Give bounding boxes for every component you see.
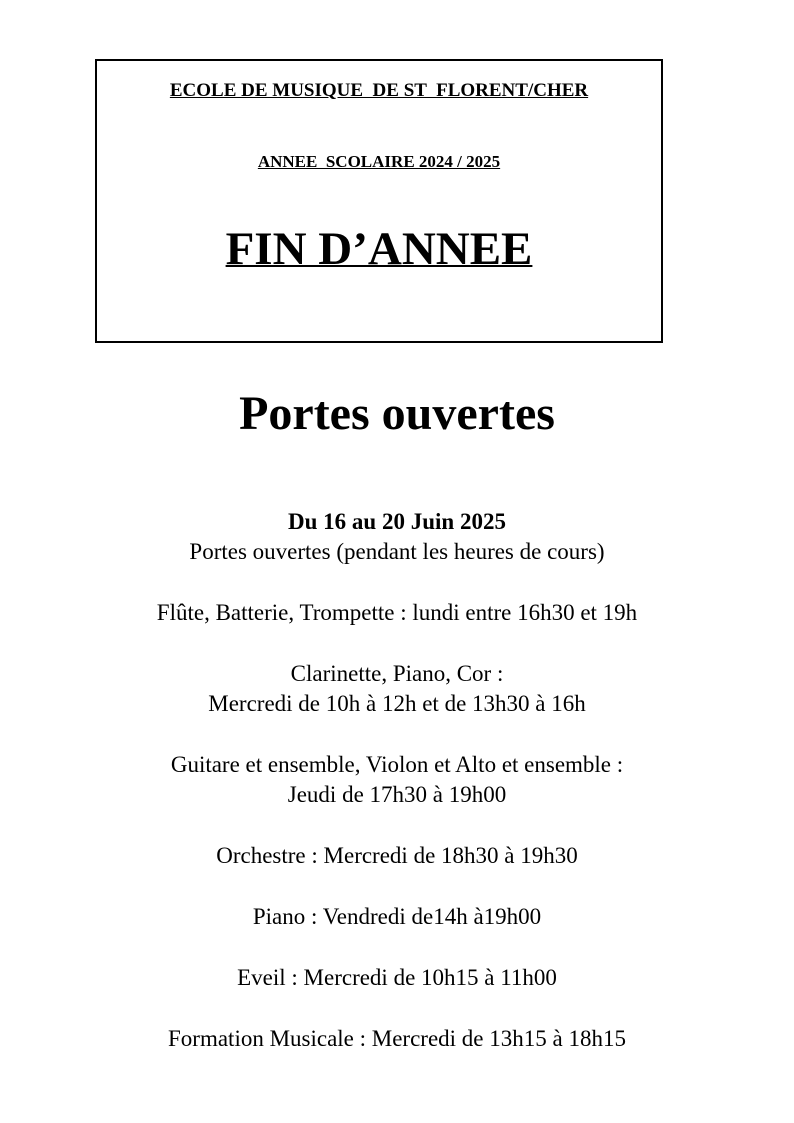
school-name: ECOLE DE MUSIQUE DE ST FLORENT/CHER <box>169 80 589 101</box>
event-subtitle: Portes ouvertes (pendant les heures de cours) <box>189 539 605 564</box>
schedule-line: Clarinette, Piano, Cor : <box>290 661 504 686</box>
schedule-entry-guitare-violon-alto <box>0 750 794 810</box>
schedule-line: Piano : Vendredi de14h à19h00 <box>252 904 542 929</box>
schedule-line: Eveil : Mercredi de 10h15 à 11h00 <box>237 965 557 990</box>
school-year: ANNEE SCOLAIRE 2024 / 2025 <box>257 152 501 171</box>
schedule-entry-flute-batterie-trompette <box>0 598 794 628</box>
schedule-line: Flûte, Batterie, Trompette : lundi entre 16h30 et 19h <box>156 600 638 625</box>
event-title: Portes ouvertes <box>239 387 555 440</box>
schedule <box>0 507 794 1054</box>
schedule-line: Formation Musicale : Mercredi de 13h15 à 18h15 <box>168 1026 626 1051</box>
schedule-entry-orchestre <box>0 841 794 871</box>
schedule-entry-piano <box>0 902 794 932</box>
event-dates: Du 16 au 20 Juin 2025 <box>288 509 506 534</box>
schedule-entry-clarinette-piano-cor <box>0 659 794 719</box>
schedule-line: Jeudi de 17h30 à 19h00 <box>287 782 507 807</box>
header-box <box>95 59 663 343</box>
schedule-line: Guitare et ensemble, Violon et Alto et ensemble : <box>170 752 624 777</box>
schedule-entry-eveil <box>0 963 794 993</box>
schedule-entry-formation-musicale <box>0 1024 794 1054</box>
schedule-line: Mercredi de 10h à 12h et de 13h30 à 16h <box>208 691 586 716</box>
main-title: FIN D’ANNEE <box>225 223 533 275</box>
schedule-line: Orchestre : Mercredi de 18h30 à 19h30 <box>216 843 578 868</box>
